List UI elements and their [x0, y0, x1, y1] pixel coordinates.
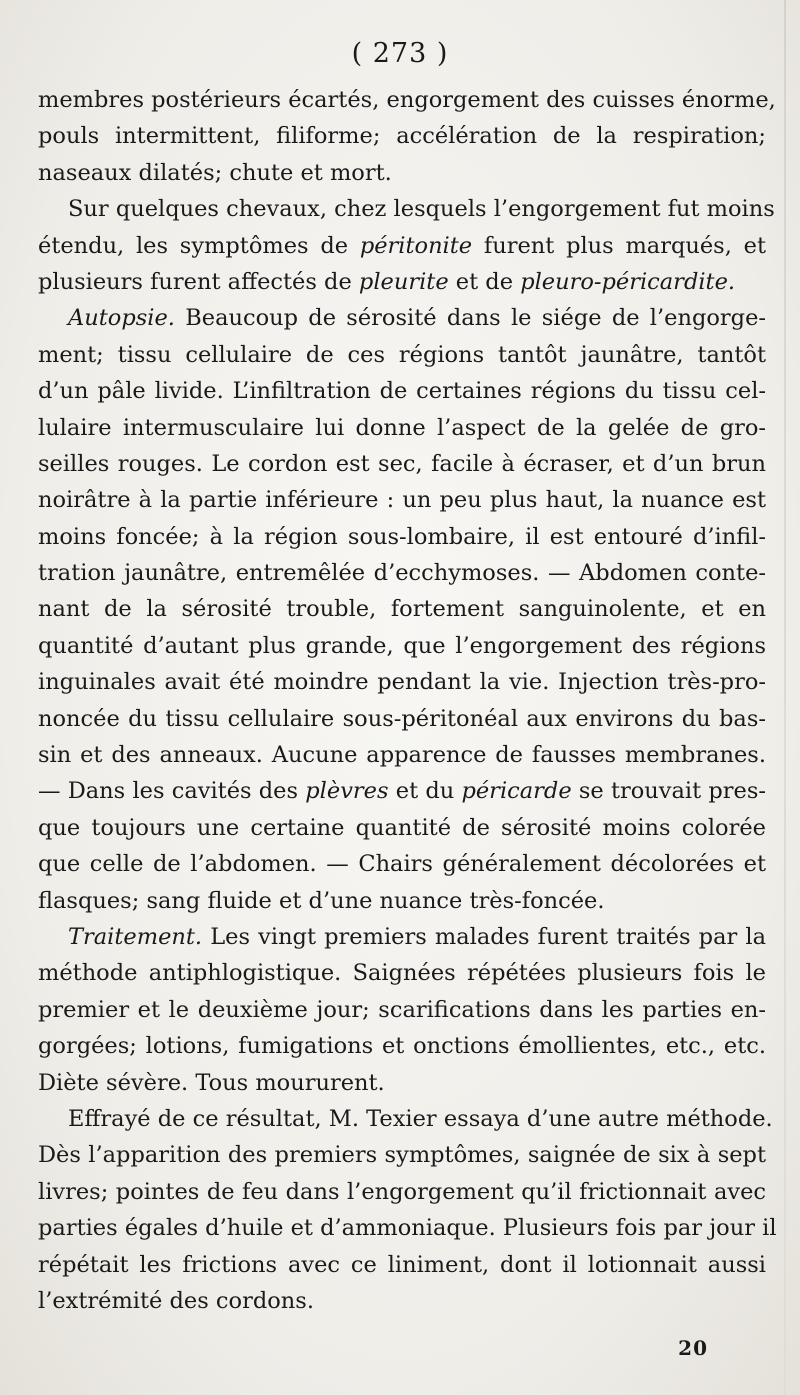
text-line [38, 118, 766, 154]
text-segment: que toujours une certaine quantité de sérosité moins colorée [38, 814, 766, 841]
text-line [38, 410, 766, 446]
page-number: ( 273 ) [351, 38, 449, 69]
italic-term: pleurite [358, 268, 449, 295]
text-segment: — Dans les cavités des [38, 778, 306, 805]
text-segment: Beaucoup de sérosité dans le siége de l’engorge- [174, 305, 766, 332]
text-line [38, 701, 766, 737]
text-segment: répétait les frictions avec ce liniment, dont il lotionnait aussi [38, 1251, 766, 1278]
text-segment: plusieurs furent affectés de [38, 268, 359, 295]
text-segment: et de [448, 268, 521, 295]
text-segment: se trouvait pres- [571, 778, 767, 805]
text-segment: flasques; sang fluide et d’une nuance très-foncée. [38, 887, 605, 914]
text-line [38, 155, 766, 191]
text-segment: membres postérieurs écartés, engorgement des cuisses énorme, [38, 87, 776, 113]
text-segment: Diète sévère. Tous moururent. [38, 1069, 385, 1096]
text-segment: sin et des anneaux. Aucune apparence de fausses membranes. [38, 742, 766, 769]
text-segment: gorgées; lotions, fumigations et onctions émollientes, etc., etc. [38, 1033, 766, 1060]
text-segment: et du [388, 778, 462, 805]
text-line [38, 337, 766, 373]
text-segment: noncée du tissu cellulaire sous-péritonéal aux environs du bas- [38, 705, 766, 732]
text-line [38, 919, 766, 955]
text-line [38, 955, 766, 991]
text-line [38, 446, 766, 482]
text-line [38, 628, 766, 664]
italic-term: Traitement. [68, 923, 203, 950]
text-line [38, 228, 766, 264]
text-segment: quantité d’autant plus grande, que l’engorgement des régions [38, 632, 766, 659]
text-segment: premier et le deuxième jour; scarifications dans les parties en- [38, 996, 766, 1023]
text-line [38, 82, 776, 118]
italic-term: péritonite [359, 232, 473, 259]
text-line [38, 883, 766, 919]
text-segment: Dès l’apparition des premiers symptômes, saignée de six à sept [38, 1142, 766, 1169]
text-line [38, 1174, 766, 1210]
text-line [38, 846, 766, 882]
text-segment: étendu, les symptômes de [38, 232, 360, 259]
text-line [38, 1137, 766, 1173]
italic-term: plèvres [305, 778, 389, 805]
text-line [38, 482, 766, 518]
text-line [38, 1028, 766, 1064]
text-segment: naseaux dilatés; chute et mort. [38, 159, 392, 186]
text-segment: parties égales d’huile et d’ammoniaque. Plusieurs fois par jour il [38, 1215, 777, 1242]
text-segment: tration jaunâtre, entremêlée d’ecchymoses. — Abdomen conte- [38, 560, 766, 587]
text-line [38, 519, 766, 555]
text-line [38, 1101, 773, 1137]
text-segment: méthode antiphlogistique. Saignées répétées plusieurs fois le [38, 960, 766, 987]
text-line [38, 992, 766, 1028]
text-line [38, 1065, 766, 1101]
italic-term: pleuro-péricardite. [520, 268, 736, 295]
text-segment: Effrayé de ce résultat, M. Texier essaya d’une autre méthode. [68, 1105, 773, 1132]
text-segment: ment; tissu cellulaire de ces régions tantôt jaunâtre, tantôt [38, 341, 766, 368]
text-line [38, 810, 766, 846]
text-segment: nant de la sérosité trouble, fortement sanguinolente, et en [38, 596, 766, 623]
text-segment: que celle de l’abdomen. — Chairs généralement décolorées et [38, 851, 766, 878]
page-edge-shadow [784, 0, 786, 1395]
text-segment: inguinales avait été moindre pendant la vie. Injection très-pro- [38, 669, 766, 696]
text-segment: seilles rouges. Le cordon est sec, facile à écraser, et d’un brun [38, 450, 766, 477]
text-line [38, 737, 766, 773]
text-segment: moins foncée; à la région sous-lombaire, il est entouré d’infil- [38, 523, 766, 550]
text-line [38, 1210, 777, 1246]
signature-mark: 20 [678, 1336, 708, 1360]
text-segment: Les vingt premiers malades furent traités par la [202, 923, 766, 950]
text-segment: l’extrémité des cordons. [38, 1287, 314, 1314]
text-line [38, 773, 766, 809]
text-line [38, 555, 766, 591]
text-segment: lulaire intermusculaire lui donne l’aspect de la gelée de gro- [38, 414, 766, 441]
italic-term: Autopsie. [68, 305, 175, 332]
text-line [38, 1247, 766, 1283]
text-line [38, 591, 766, 627]
text-line [38, 373, 766, 409]
text-segment: d’un pâle livide. L’infiltration de certaines régions du tissu cel- [38, 378, 766, 405]
body-text [38, 82, 777, 1319]
text-line [38, 191, 775, 227]
text-line [38, 1283, 766, 1319]
text-segment: pouls intermittent, filiforme; accélération de la respiration; [38, 123, 766, 150]
text-segment: Sur quelques chevaux, chez lesquels l’engorgement fut moins [68, 196, 775, 223]
italic-term: péricarde [461, 778, 572, 805]
text-line [38, 664, 766, 700]
text-line [38, 264, 766, 300]
text-line [38, 300, 766, 336]
text-segment: furent plus marqués, et [472, 232, 766, 259]
text-segment: noirâtre à la partie inférieure : un peu plus haut, la nuance est [38, 487, 766, 514]
text-segment: livres; pointes de feu dans l’engorgement qu’il frictionnait avec [38, 1178, 766, 1205]
